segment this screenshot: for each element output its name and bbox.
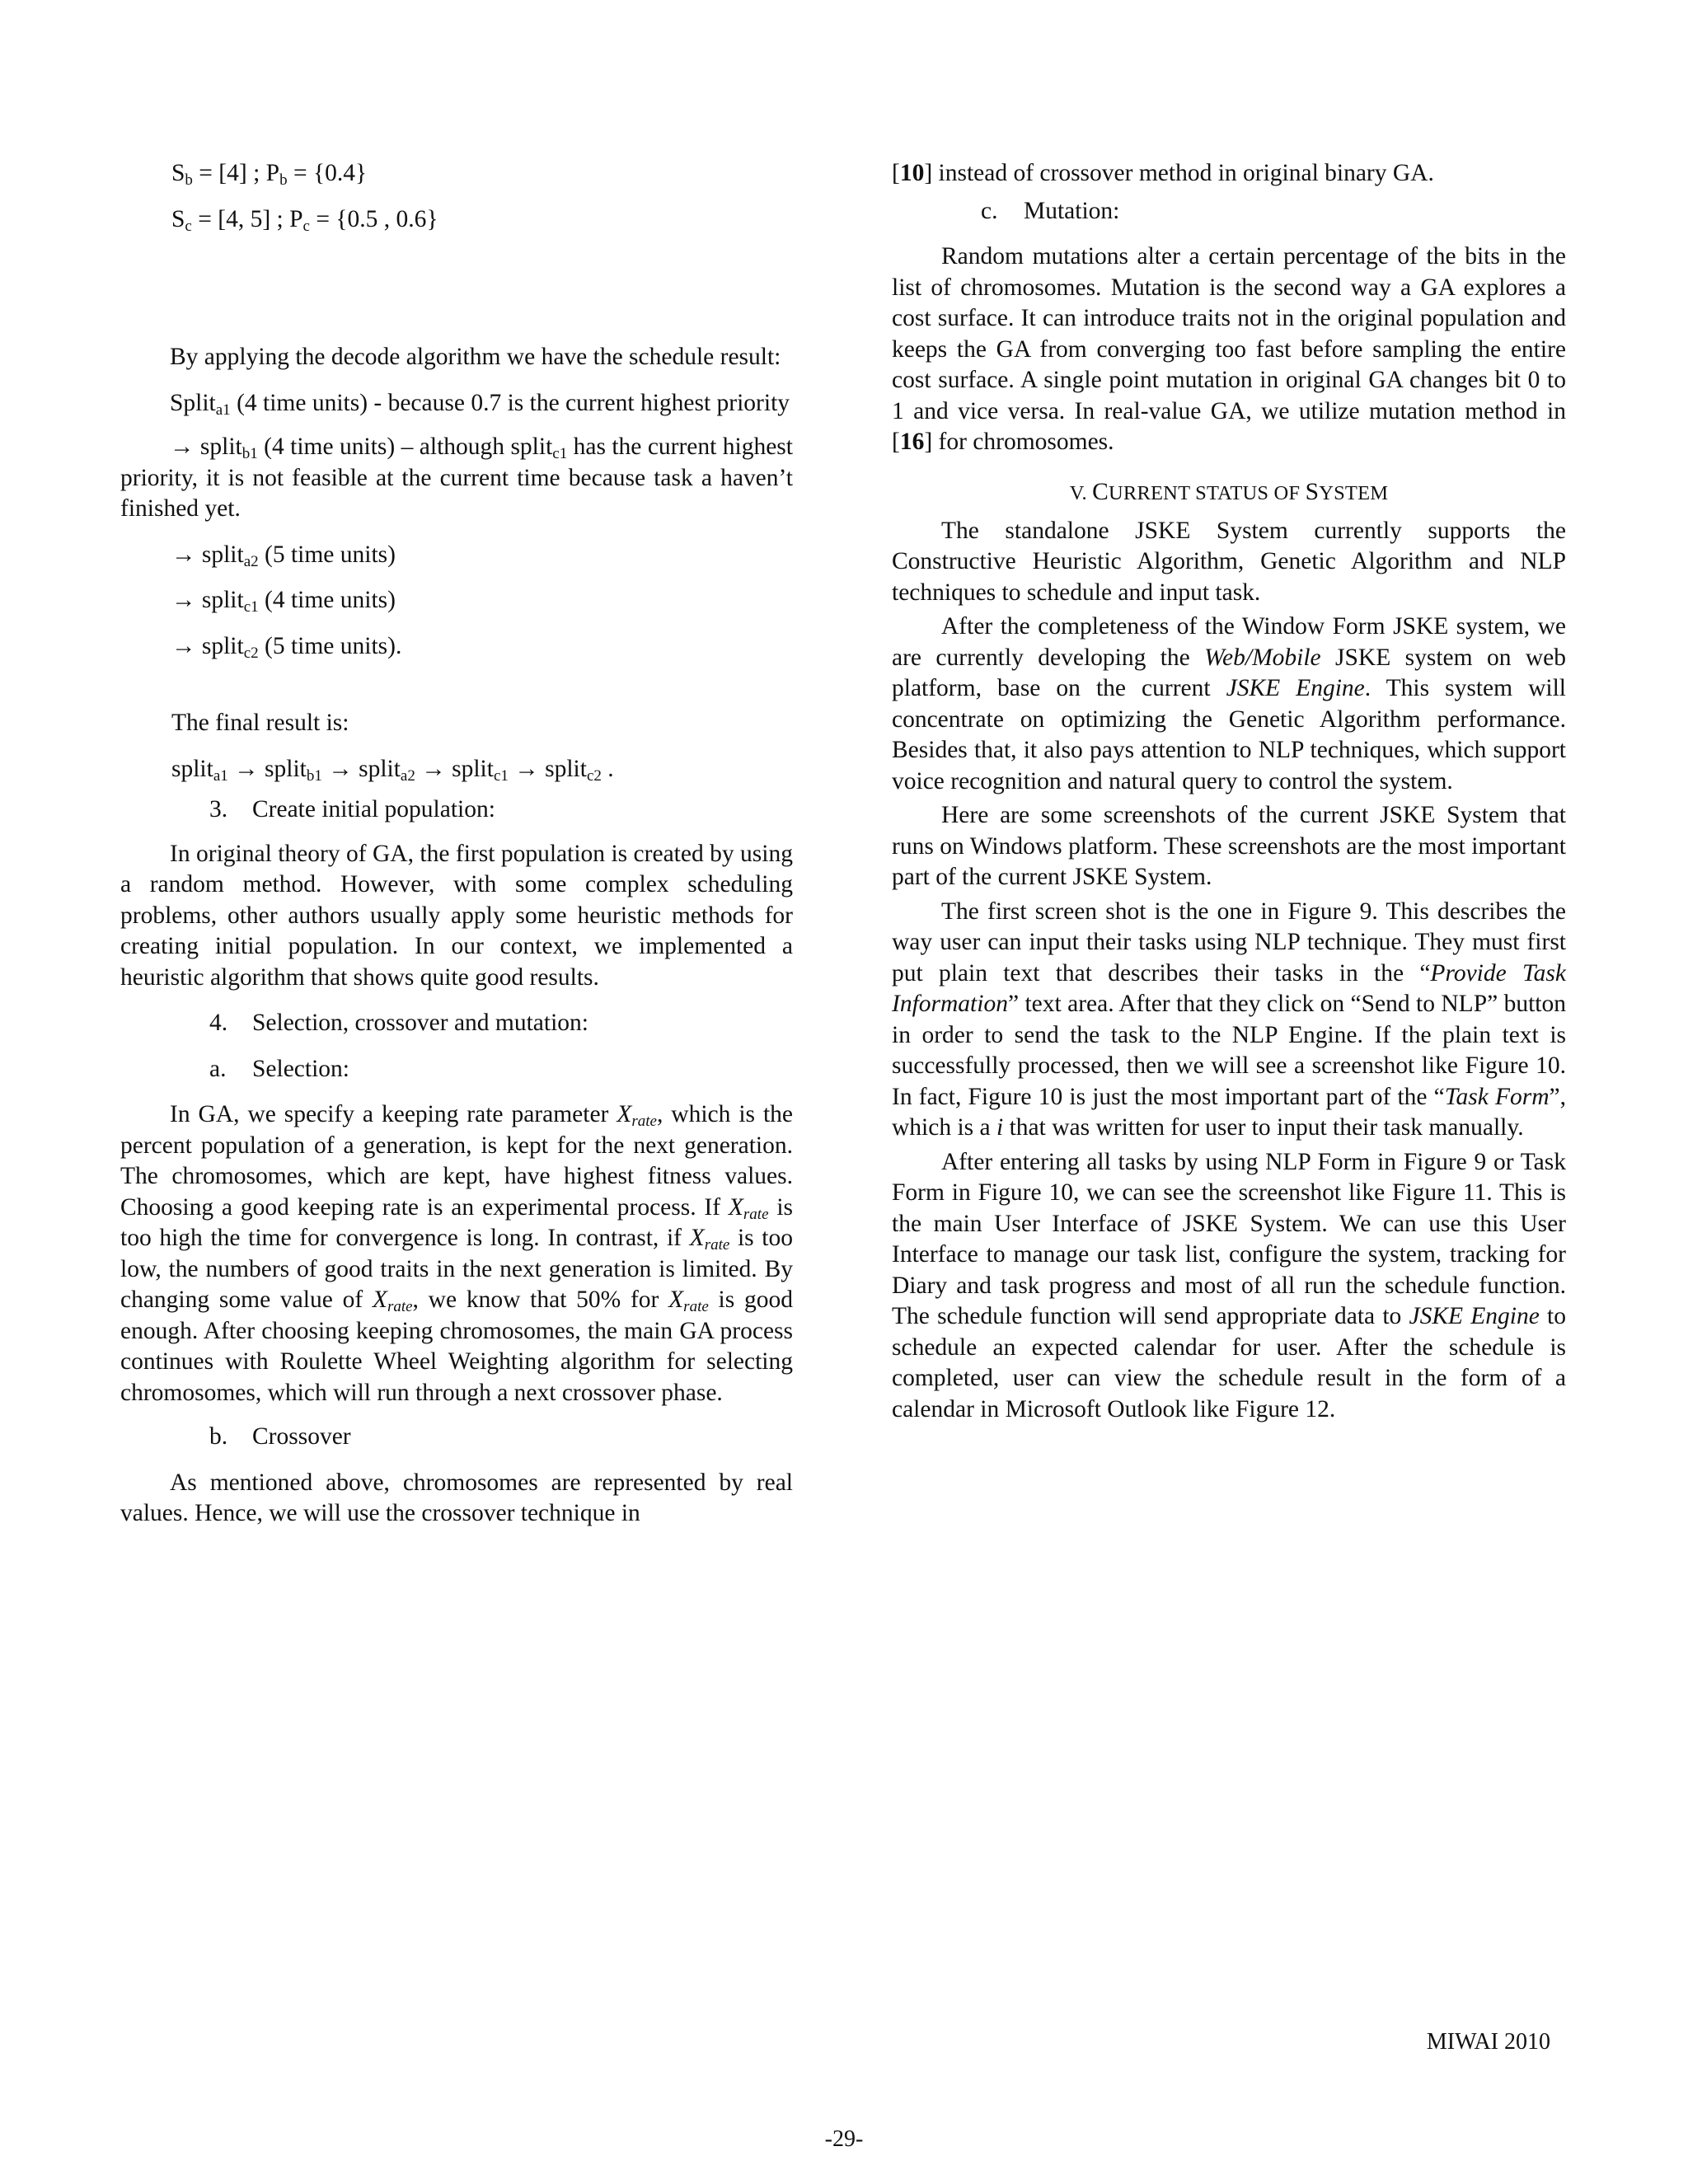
schedule-step-3: → split$_{a2}$ (5 time units) (171, 541, 396, 570)
status-paragraph-3: Here are some screenshots of the current JSKE System that runs on Windows platform. These screenshots are the most important part of the current JSKE System. (892, 802, 1566, 890)
page-number: -29- (824, 2126, 864, 2152)
list-item-3: 3. Create initial population: (209, 796, 495, 823)
decode-intro-paragraph: By applying the decode algorithm we have the schedule result: (170, 344, 781, 370)
list-item-c: c. Mutation: (981, 197, 1120, 224)
selection-paragraph: In GA, we specify a keeping rate parameter $X_{rate}$, which is the percent population of a generation, is kept for the next generation. The chromosomes, which are kept, have highest fitness values. Choosing a good keeping rate is an experimental process. If $X_{rate}$ is too high the time for convergence is long. In contrast, if $X_{rate}$ is too low, the numbers of good traits in the next generation is limited. By changing some value of $X_{rate}$, we know that 50% for $X_{rate}$ is good enough. After choosing keeping chromosomes, the main GA process continues with Roulette Wheel Weighting algorithm for selecting chromosomes, which will run through a next crossover phase. (120, 1101, 794, 1406)
status-paragraph-4: The first screen shot is the one in Figure 9. This describes the way user can input their tasks using NLP technique. They must first put plain text that describes their tasks in the “Provide Task Information” text area. After that they click on “Send to NLP” button in order to send the task to the NLP Engine. If the plain text is successfully processed, then we will see a screenshot like Figure 10. In fact, Figure 10 is just the most important part of the “Task Form”, which is a i that was written for user to input their task manually. (892, 898, 1566, 1141)
schedule-step-2: → split$_{b1}$ (4 time units) – although split$_{c1}$ has the current highest priority, it is not feasible at the current time because task a haven’t finished yet. (120, 434, 793, 522)
schedule-step-5: → split$_{c2}$ (5 time units). (171, 632, 402, 662)
list-item-a: a. Selection: (209, 1055, 349, 1082)
sc-equation: $S_c = [4$, 5] ; $P_c = \{0.5$ , 0.6} (171, 205, 438, 235)
final-result-label: The final result is: (171, 710, 349, 736)
schedule-step-4: → split$_{c1}$ (4 time units) (171, 587, 396, 616)
status-paragraph-5: After entering all tasks by using NLP Form in Figure 9 or Task Form in Figure 10, we can see the screenshot like Figure 11. This is the main User Interface of JSKE System. We can use this User Interface to manage our task list, configure the system, tracking for Diary and task progress and most of all run the schedule function. The schedule function will send appropriate data to JSKE Engine to schedule an expected calendar for user. After the schedule is completed, user can view the schedule result in the form of a calendar in Microsoft Outlook like Figure 12. (892, 1148, 1566, 1422)
initial-population-paragraph: In original theory of GA, the first population is created by using a random method. However, with some complex scheduling problems, other authors usually apply some heuristic methods for creating initial population. In our context, we implemented a heuristic algorithm that shows quite good results. (120, 840, 793, 991)
crossover-continuation: [10] instead of crossover method in original binary GA. (892, 160, 1434, 186)
sb-equation: $S_b = [4]$ ; $P_b = \{0.4\}$ (171, 160, 368, 189)
status-paragraph-1: The standalone JSKE System currently supports the Constructive Heuristic Algorithm, Genetic Algorithm and NLP techniques to schedule and input task. (892, 517, 1566, 606)
crossover-paragraph: As mentioned above, chromosomes are represented by real values. Hence, we will use the crossover technique in (120, 1469, 793, 1526)
schedule-step-1: Split$_{a1}$ (4 time units) - because 0.7 is the current highest priority (170, 389, 790, 419)
mutation-paragraph: Random mutations alter a certain percentage of the bits in the list of chromosomes. Mutation is the second way a GA explores a cost surface. It can introduce traits not in the original population and keeps the GA from converging too fast before sampling the entire cost surface. A single point mutation in original GA changes bit 0 to 1 and vice versa. In real-value GA, we utilize mutation method in [16] for chromosomes. (892, 243, 1566, 455)
list-item-b: b. Crossover (209, 1423, 351, 1450)
venue-footer: MIWAI 2010 (1426, 2029, 1550, 2055)
status-paragraph-2: After the completeness of the Window Form JSKE system, we are currently developing the Web/Mobile JSKE system on web platform, base on the current JSKE Engine. This system will concentrate on optimizing the Genetic Algorithm performance. Besides that, it also pays attention to NLP techniques, which support voice recognition and natural query to control the system. (892, 613, 1566, 794)
left-column (120, 158, 793, 1530)
section-heading: V. CURRENT STATUS OF SYSTEM (1069, 478, 1389, 505)
list-item-4: 4. Selection, crossover and mutation: (209, 1010, 588, 1036)
final-result-sequence: split$_{a1}$ → split$_{b1}$ → split$_{a2}$ → split$_{c1}$ → split$_{c2}$ . (171, 755, 614, 785)
right-column (892, 158, 1566, 1425)
